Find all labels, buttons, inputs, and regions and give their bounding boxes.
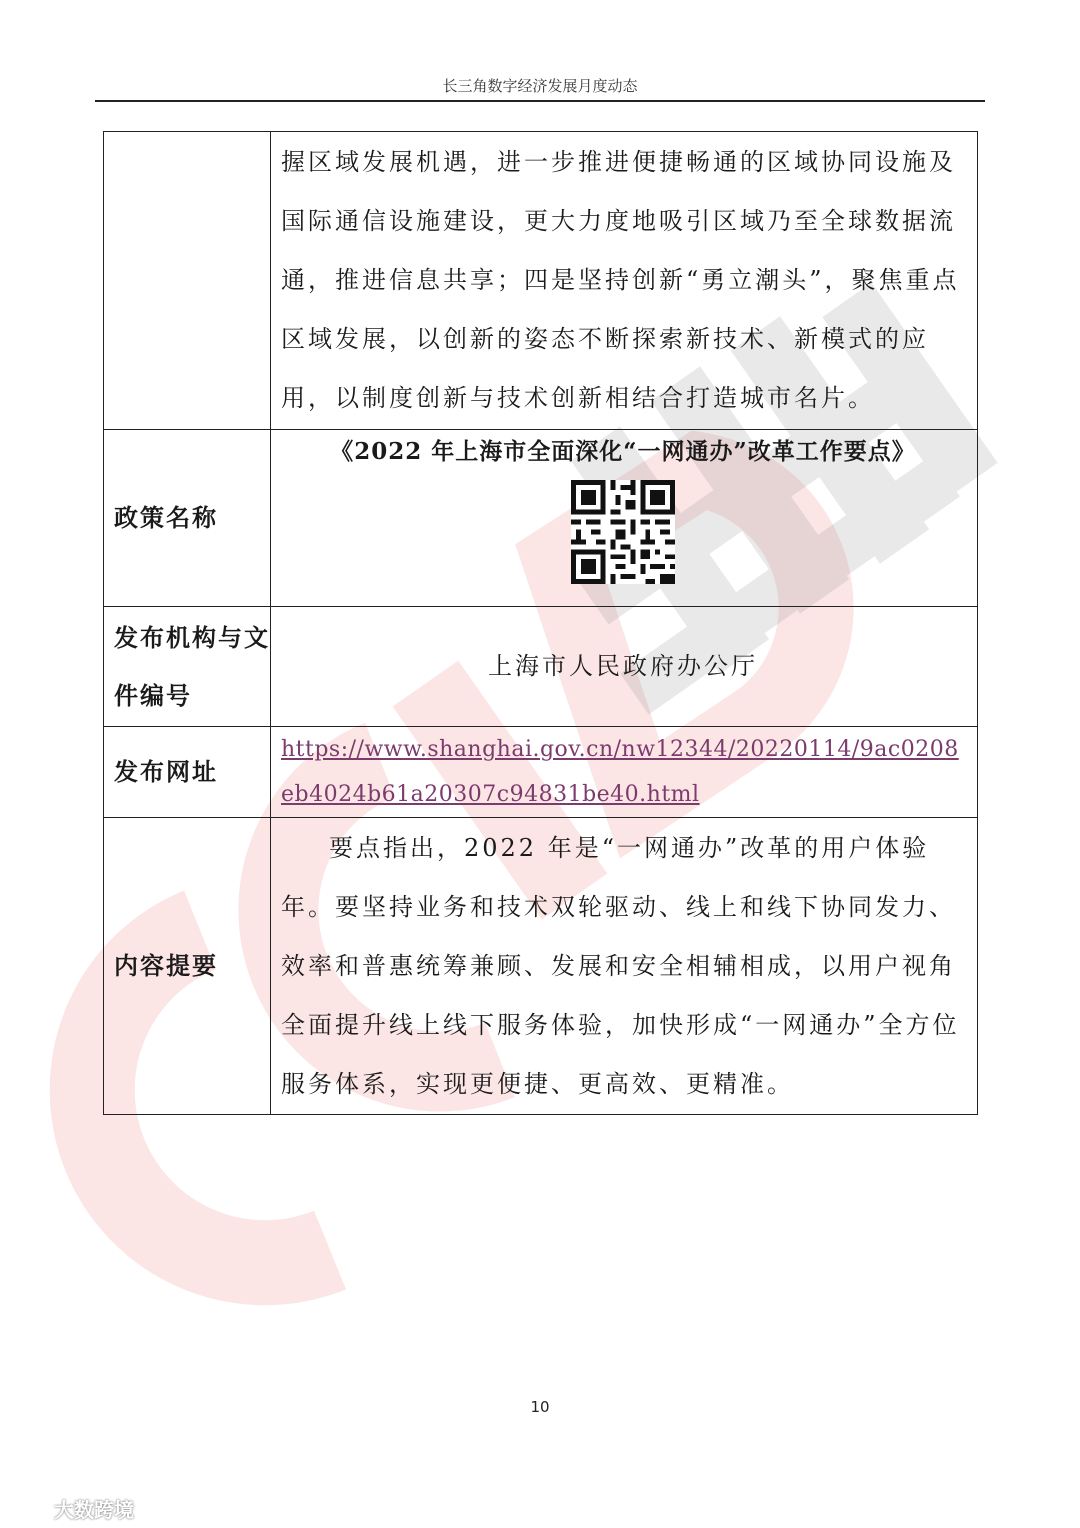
page-number: 10: [530, 1398, 550, 1416]
issuer-label: 发布机构与文件编号: [104, 607, 271, 727]
row-label-empty: [104, 132, 271, 430]
table-row-continuation: [104, 132, 978, 430]
url-cell: [271, 727, 978, 818]
policy-name-cell: [271, 430, 978, 607]
continuation-text: 握区域发展机遇，进一步推进便捷畅通的区域协同设施及国际通信设施建设，更大力度地吸引区域乃至全球数据流通，推进信息共享；四是坚持创新“勇立潮头”，聚焦重点区域发展，以创新的姿态不断探索新技术、新模式的应用，以制度创新与技术创新相结合打造城市名片。: [271, 132, 978, 430]
table-row-url: [104, 727, 978, 818]
summary-text: 要点指出，2022 年是“一网通办”改革的用户体验年。要坚持业务和技术双轮驱动、线上和线下协同发力、效率和普惠统筹兼顾、发展和安全相辅相成，以用户视角全面提升线上线下服务体验，加快形成“一网通办”全方位服务体系，实现更便捷、更高效、更精准。: [271, 818, 978, 1115]
table-row-issuer: [104, 607, 978, 727]
running-header: 长三角数字经济发展月度动态: [95, 72, 985, 102]
table-row-summary: [104, 818, 978, 1115]
url-label: 发布网址: [104, 727, 271, 818]
policy-url-link[interactable]: https://www.shanghai.gov.cn/nw12344/20220114/9ac0208eb4024b61a20307c94831be40.html: [281, 737, 959, 807]
qr-code-icon: [571, 480, 675, 584]
policy-title: 《2022 年上海市全面深化“一网通办”改革工作要点》: [330, 438, 916, 465]
weibo-logo-icon: [10, 1495, 48, 1521]
summary-label: 内容提要: [104, 818, 271, 1115]
table-row-policy-name: [104, 430, 978, 607]
policy-name-label: 政策名称: [104, 430, 271, 607]
footer-brand: [10, 1493, 134, 1523]
footer-brand-text: 大数跨境: [54, 1497, 134, 1522]
qr-wrapper: [281, 480, 965, 606]
policy-table: [103, 131, 978, 1115]
issuer-value: 上海市人民政府办公厅: [271, 607, 978, 727]
